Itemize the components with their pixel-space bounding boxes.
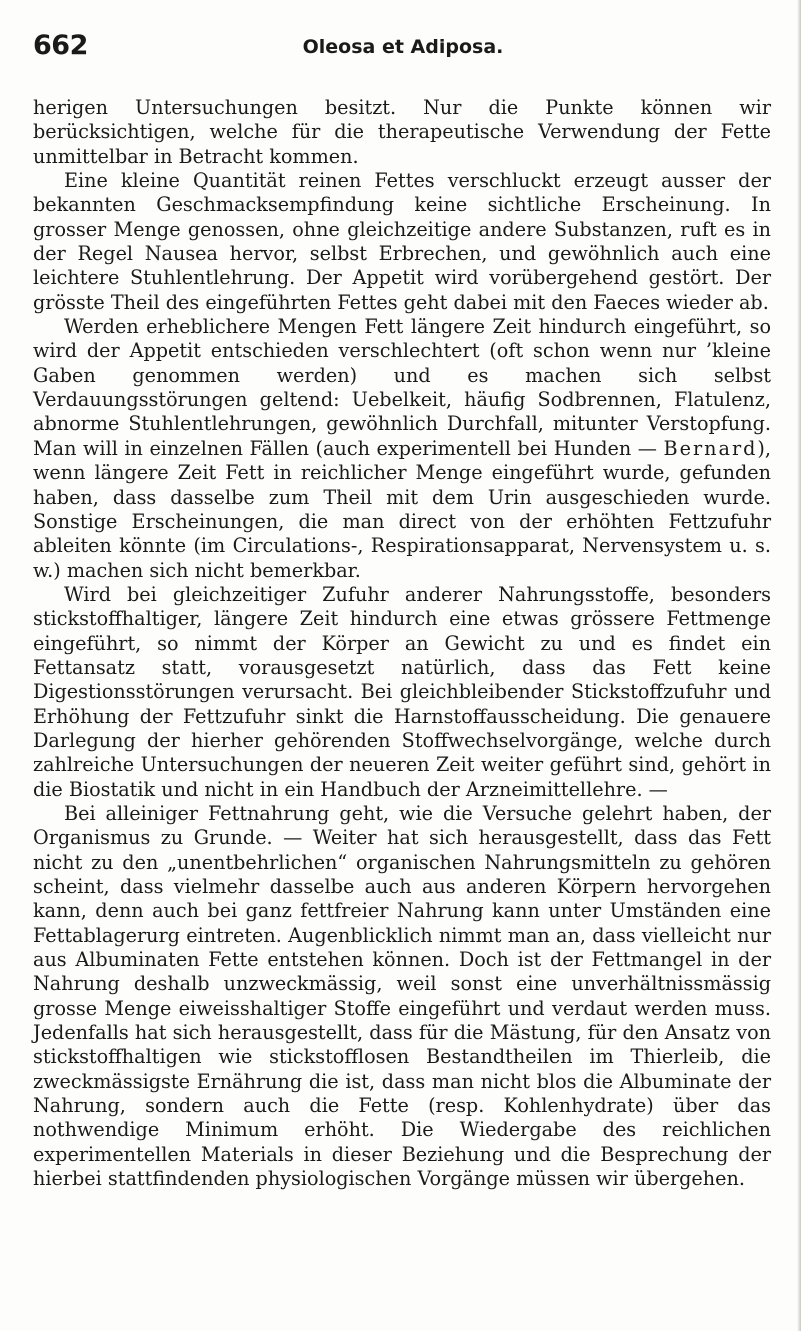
author-name-bernard: Bernard (663, 436, 758, 460)
paragraph-small-quantity: Eine kleine Quantität reinen Fettes verschluckt erzeugt ausser der bekannten Geschmacksempfindung keine sichtliche Erscheinung. In grosser Menge genossen, ohne gleichzeitige andere Substanzen, ruft es in der Regel Nausea hervor, selbst Erbrechen, und gewöhnlich auch eine leichtere Stuhlentlehrung. Der Appetit wird vorübergehend gestört. Der grösste Theil des eingeführten Fettes geht dabei mit den Faeces wieder ab. (33, 169, 771, 314)
paragraph-nitrogen-intake: Wird bei gleichzeitiger Zufuhr anderer Nahrungsstoffe, besonders stickstoffhaltiger, längere Zeit hindurch eine etwas grössere Fettmenge eingeführt, so nimmt der Körper an Gewicht zu und es findet ein Fettansatz statt, vorausgesetzt natürlich, dass das Fett keine Digestionsstörungen verursacht. Bei gleichbleibender Stickstoffzufuhr und Erhöhung der Fettzufuhr sinkt die Harnstoffausscheidung. Die genauere Darlegung der hierher gehörenden Stoffwechselvorgänge, welche durch zahlreiche Untersuchungen der neueren Zeit weiter geführt sind, gehört in die Biostatik und nicht in ein Handbuch der Arzneimittellehre. — (33, 582, 771, 801)
running-head: Oleosa et Adiposa. (302, 36, 504, 58)
paragraph-large-quantity (33, 315, 771, 583)
paragraph-continuation: herigen Untersuchungen besitzt. Nur die Punkte können wir berücksichtigen, welche für die therapeutische Verwendung der Fette unmittelbar in Betracht kommen. (33, 96, 771, 168)
page-edge-shadow (797, 0, 801, 1331)
paragraph-text-after-name: ), wenn längere Zeit Fett in reichlicher Menge eingeführt wurde, gefunden haben, dass dasselbe zum Theil mit dem Urin ausgeschieden wurde. Sonstige Erscheinungen, die man direct von der erhöhten Fettzufuhr ableiten könnte (im Circulations-, Respirationsapparat, Nervensystem u. s. w.) machen sich nicht bemerkbar. (33, 436, 771, 582)
page-header (33, 30, 773, 70)
page-number: 662 (33, 30, 88, 61)
body-text (33, 96, 771, 1191)
paragraph-fat-only-diet: Bei alleiniger Fettnahrung geht, wie die Versuche gelehrt haben, der Organismus zu Grunde. — Weiter hat sich herausgestellt, dass das Fett nicht zu den „unentbehrlichen“ organischen Nahrungsmitteln zu gehören scheint, dass vielmehr dasselbe auch aus anderen Körpern hervorgehen kann, denn auch bei ganz fettfreier Nahrung kann unter Umständen eine Fettablagerurg eintreten. Augenblicklich nimmt man an, dass vielleicht nur aus Albuminaten Fette entstehen können. Doch ist der Fettmangel in der Nahrung deshalb unzweckmässig, weil sonst eine unverhältnissmässig grosse Menge eiweisshaltiger Stoffe eingeführt und verdaut werden muss. Jedenfalls hat sich herausgestellt, dass für die Mästung, für den Ansatz von stickstoffhaltigen wie stickstofflosen Bestandtheilen im Thierleib, die zweckmässigste Ernährung die ist, dass man nicht blos die Albuminate der Nahrung, sondern auch die Fette (resp. Kohlenhydrate) über das nothwendige Minimum erhöht. Die Wiedergabe des reichlichen experimentellen Materials in dieser Beziehung und die Besprechung der hierbei stattfindenden physiologischen Vorgänge müssen wir übergehen. (33, 801, 771, 1191)
paragraph-text-before-name: Werden erheblichere Mengen Fett längere Zeit hindurch eingeführt, so wird der Appetit entschieden verschlechtert (oft schon wenn nur ’kleine Gaben genommen werden) und es machen sich selbst Verdauungsstörungen geltend: Uebelkeit, häufig Sodbrennen, Flatulenz, abnorme Stuhlentlehrungen, gewöhnlich Durchfall, mitunter Verstopfung. Man will in einzelnen Fällen (auch experimentell bei Hunden — (33, 315, 771, 460)
